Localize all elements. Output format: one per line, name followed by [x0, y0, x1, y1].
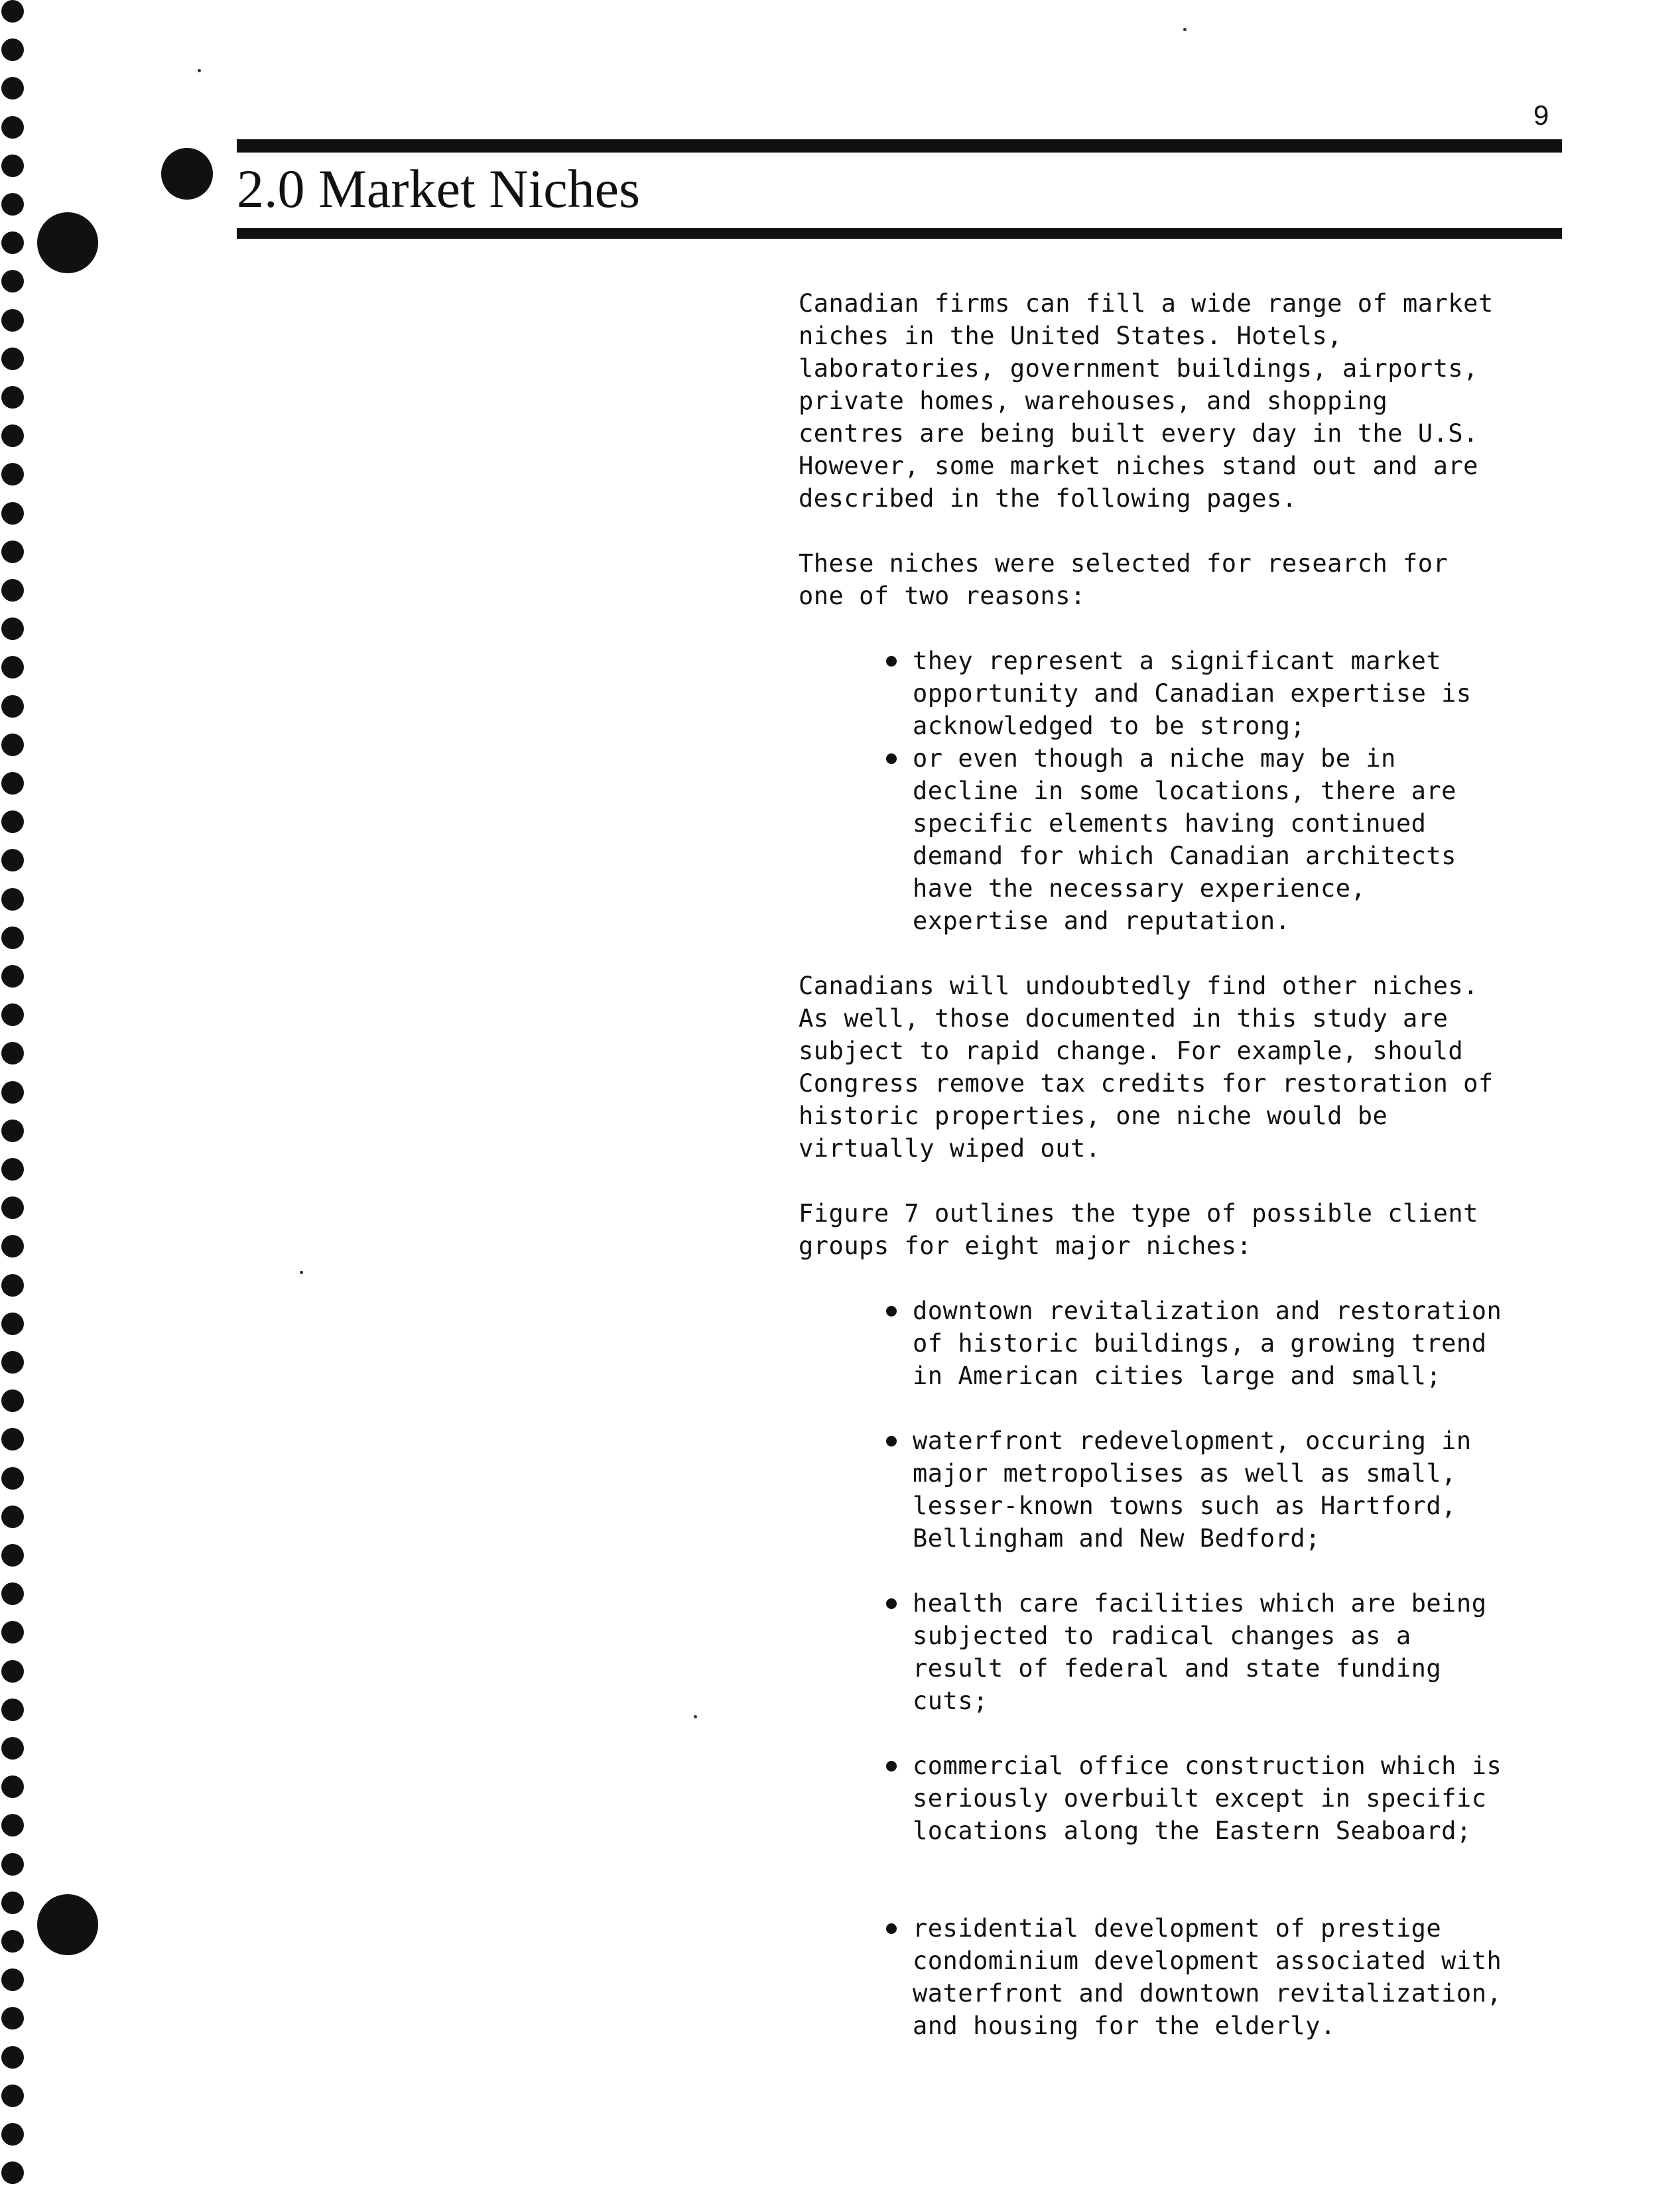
figure-intro-paragraph: Figure 7 outlines the type of possible client groups for eight major niches:	[799, 1199, 1478, 1260]
list-item	[913, 645, 1561, 742]
bullet-icon	[886, 1923, 897, 1934]
binding-hole-icon	[1, 541, 24, 563]
binding-hole-icon	[1, 1814, 24, 1836]
list-item-text: health care facilities which are being subjected to radical changes as a result of federal and state funding cuts;	[913, 1589, 1487, 1715]
bullet-icon	[886, 1598, 897, 1609]
binding-hole-icon	[1, 0, 24, 23]
other-niches-paragraph: Canadians will undoubtedly find other niches. As well, those documented in this study are subject to rapid change. For example, should Congress remove tax credits for restoration of historic properties, one niche would be virtually wiped out.	[799, 972, 1494, 1163]
binding-hole-icon	[1, 1467, 24, 1490]
binding-hole-icon	[1, 579, 24, 602]
binding-hole-icon	[1, 849, 24, 871]
binding-hole-icon	[1, 1274, 24, 1297]
binding-ring-icon	[37, 212, 98, 273]
reasons-list	[799, 645, 1561, 937]
binding-hole-icon	[1, 270, 24, 292]
scan-speck	[694, 1715, 697, 1718]
binding-hole-icon	[1, 2161, 24, 2184]
bullet-icon	[886, 1761, 897, 1771]
binding-hole-icon	[1, 1235, 24, 1257]
binding-hole-icon	[1, 1081, 24, 1104]
binding-hole-icon	[1, 772, 24, 795]
binding-hole-icon	[1, 38, 24, 61]
list-item-text: downtown revitalization and restoration of historic buildings, a growing trend in American cities large and small;	[913, 1297, 1502, 1390]
list-item-text: waterfront redevelopment, occuring in major metropolises as well as small, lesser-known towns such as Hartford, Bellingham and New Bedford;	[913, 1427, 1472, 1553]
binding-hole-icon	[1, 965, 24, 988]
title-rule-bottom	[237, 228, 1562, 239]
binding-hole-icon	[1, 1120, 24, 1142]
binding-hole-icon	[1, 348, 24, 370]
binding-hole-icon	[1, 2046, 24, 2069]
list-item-text: or even though a niche may be in decline in some locations, there are specific elements having continued demand for which Canadian architects have the necessary experience, expertise and reputation.	[913, 744, 1456, 935]
title-bullet-icon	[161, 148, 213, 200]
niches-list	[799, 1295, 1561, 2042]
intro-paragraph: Canadian firms can fill a wide range of market niches in the United States. Hotels, laboratories, government buildings, airports, private homes, warehouses, and shopping centres are being built every day in the U.S. However, some market niches stand out and are described in the following pages.	[799, 289, 1494, 513]
list-item-text: they represent a significant market opportunity and Canadian expertise is acknowledged to be strong;	[913, 647, 1472, 740]
list-item-text: commercial office construction which is seriously overbuilt except in specific locations along the Eastern Seaboard;	[913, 1752, 1502, 1845]
binding-hole-icon	[1, 1892, 24, 1914]
binding-hole-icon	[1, 231, 24, 254]
bullet-icon	[886, 753, 897, 764]
binding-hole-icon	[1, 502, 24, 525]
list-item	[913, 1295, 1561, 1392]
list-item	[913, 1750, 1561, 1847]
binding-hole-icon	[1, 1775, 24, 1798]
binding-hole-icon	[1, 116, 24, 139]
binding-hole-icon	[1, 1699, 24, 1721]
binding-hole-icon	[1, 1506, 24, 1528]
binding-hole-icon	[1, 1389, 24, 1412]
binding-hole-icon	[1, 1003, 24, 1026]
binding-hole-icon	[1, 2123, 24, 2146]
binding-hole-icon	[1, 424, 24, 447]
bullet-icon	[886, 656, 897, 667]
bullet-icon	[886, 1306, 897, 1317]
binding-hole-icon	[1, 309, 24, 332]
binding-hole-icon	[1, 1737, 24, 1760]
binding-hole-icon	[1, 695, 24, 718]
binding-hole-icon	[1, 927, 24, 949]
scan-speck	[1183, 28, 1187, 31]
binding-hole-icon	[1, 1428, 24, 1450]
binding-ring-icon	[37, 1894, 98, 1955]
binding-hole-icon	[1, 1313, 24, 1335]
page-number: 9	[1533, 99, 1549, 131]
scan-speck	[198, 69, 201, 72]
body-text-column	[799, 287, 1561, 2075]
binding-hole-icon	[1, 1042, 24, 1064]
binding-hole-icon	[1, 386, 24, 409]
title-rule-top	[237, 139, 1562, 153]
binding-hole-icon	[1, 1196, 24, 1219]
list-item	[913, 1425, 1561, 1555]
binding-hole-icon	[1, 155, 24, 177]
binding-hole-icon	[1, 810, 24, 833]
binding-hole-icon	[1, 656, 24, 678]
binding-hole-icon	[1, 1158, 24, 1181]
spiral-binding	[0, 0, 40, 2186]
list-item	[913, 1912, 1561, 2042]
binding-hole-icon	[1, 1853, 24, 1876]
reasons-intro-paragraph: These niches were selected for research for one of two reasons:	[799, 549, 1449, 610]
binding-hole-icon	[1, 1660, 24, 1683]
list-item	[913, 1587, 1561, 1717]
bullet-icon	[886, 1436, 897, 1447]
binding-hole-icon	[1, 193, 24, 216]
binding-hole-icon	[1, 2085, 24, 2107]
section-title: 2.0 Market Niches	[237, 159, 640, 219]
binding-hole-icon	[1, 734, 24, 756]
binding-hole-icon	[1, 2007, 24, 2029]
binding-hole-icon	[1, 617, 24, 640]
binding-hole-icon	[1, 888, 24, 911]
binding-hole-icon	[1, 463, 24, 485]
list-item-text: residential development of prestige condominium development associated with waterfront and downtown revitalization, and housing for the elderly.	[913, 1914, 1502, 2040]
binding-hole-icon	[1, 1582, 24, 1605]
scan-speck	[300, 1271, 303, 1274]
binding-hole-icon	[1, 1968, 24, 1991]
binding-hole-icon	[1, 1544, 24, 1567]
binding-hole-icon	[1, 77, 24, 99]
binding-hole-icon	[1, 1351, 24, 1374]
binding-hole-icon	[1, 1621, 24, 1643]
list-item	[913, 742, 1561, 937]
binding-hole-icon	[1, 1930, 24, 1953]
